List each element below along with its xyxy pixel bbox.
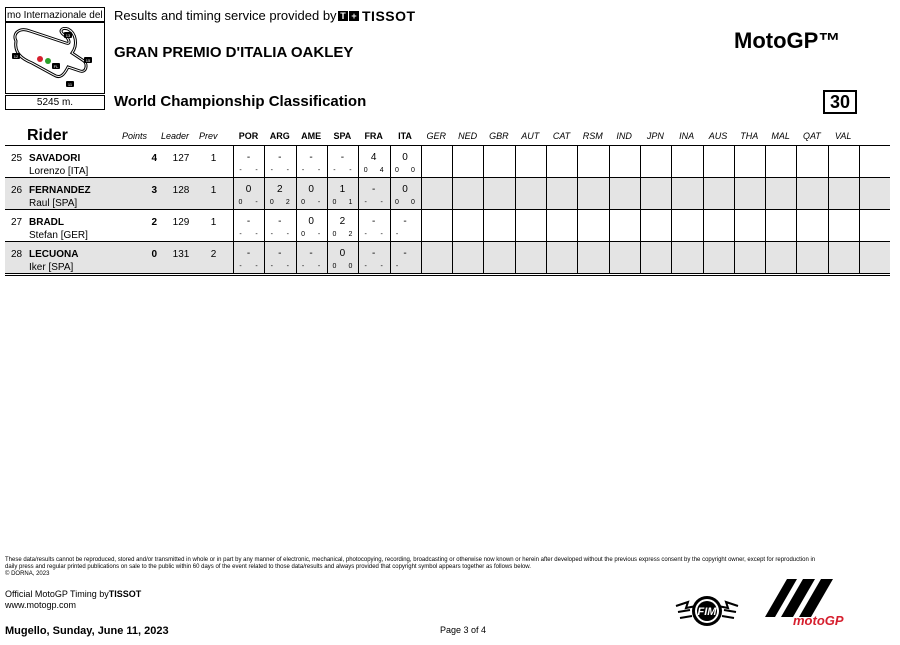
rider-surname: BRADL: [29, 217, 64, 228]
race-sprint-points: 0: [332, 231, 337, 238]
column-rule: [358, 145, 359, 274]
rider-position: 27: [11, 217, 23, 228]
race-column-header: QAT: [802, 131, 821, 141]
column-rule: [796, 145, 797, 274]
map-label: 15: [85, 58, 91, 63]
race-column-header: RSM: [582, 131, 603, 141]
gap-to-leader: 129: [172, 217, 190, 228]
race-sprint-points: 0: [395, 199, 399, 206]
race-points: -: [340, 152, 345, 163]
document-title: World Championship Classification: [114, 93, 367, 110]
map-label: 13: [65, 33, 71, 38]
tissot-t-icon: T: [338, 11, 348, 21]
race-points: 1: [339, 184, 346, 195]
race-sprint-points: 0: [332, 263, 337, 270]
race-main-points: -: [286, 231, 289, 238]
fim-text: FIM: [697, 606, 717, 618]
table-row: [5, 242, 890, 273]
race-points: 2: [277, 184, 283, 195]
column-rule: [233, 145, 234, 274]
race-points: -: [278, 152, 282, 163]
race-points: 0: [308, 216, 314, 227]
race-column-header: NED: [458, 131, 478, 141]
race-points: -: [309, 248, 313, 259]
race-column-header: SPA: [333, 131, 352, 141]
gap-to-previous: 1: [210, 185, 217, 196]
race-main-points: -: [317, 167, 321, 174]
column-rule: [515, 145, 516, 274]
rider-points: 4: [151, 153, 157, 164]
race-points: -: [246, 216, 251, 227]
timing-line: Official MotoGP Timing by: [5, 589, 109, 599]
rider-points: 3: [151, 185, 157, 196]
column-rule: [703, 145, 704, 274]
column-rule: [327, 145, 328, 274]
race-column-header: GER: [426, 131, 447, 141]
copyright-line: © DORNA, 2023: [5, 571, 50, 577]
race-sprint-points: -: [395, 263, 399, 270]
column-rule: [264, 145, 265, 274]
circuit-name: mo Internazionale del: [5, 7, 105, 22]
rider-surname: FERNANDEZ: [29, 185, 91, 196]
race-sprint-points: 0: [395, 167, 399, 174]
race-sprint-points: -: [301, 167, 305, 174]
race-main-points: 2: [348, 231, 353, 238]
official-timing: [5, 589, 141, 611]
race-main-points: 0: [411, 199, 415, 206]
race-main-points: -: [317, 231, 321, 238]
tissot-wordmark: TISSOT: [362, 8, 416, 24]
race-main-points: -: [255, 231, 258, 238]
race-main-points: -: [380, 263, 383, 270]
race-points: -: [403, 216, 407, 227]
race-points: 0: [245, 184, 252, 195]
column-rule: [296, 145, 297, 274]
column-rule: [671, 145, 672, 274]
column-rule: [390, 145, 391, 274]
round-number: 30: [823, 90, 857, 114]
race-column-header: JPN: [646, 131, 664, 141]
race-sprint-points: -: [239, 231, 242, 238]
race-main-points: -: [317, 263, 321, 270]
race-sprint-points: -: [270, 263, 273, 270]
rider-position: 26: [11, 185, 23, 196]
race-sprint-points: -: [364, 199, 367, 206]
map-label: 11: [67, 82, 73, 87]
track-map: [5, 22, 105, 94]
column-rule: [577, 145, 578, 274]
points-column-header: Points: [122, 131, 148, 141]
race-sprint-points: 0: [332, 199, 337, 206]
column-rule: [546, 145, 547, 274]
column-rule: [828, 145, 829, 274]
motogp-logo-text: motoGP: [793, 613, 844, 628]
race-sprint-points: -: [333, 167, 336, 174]
race-column-header: THA: [740, 131, 759, 141]
rider-firstname: Iker [SPA]: [29, 262, 74, 273]
column-rule: [483, 145, 484, 274]
race-column-header: IND: [616, 131, 632, 141]
race-sprint-points: -: [239, 167, 242, 174]
rider-firstname: Stefan [GER]: [29, 230, 88, 241]
column-rule: [765, 145, 766, 274]
race-main-points: -: [255, 263, 258, 270]
race-main-points: -: [380, 231, 383, 238]
rider-surname: SAVADORI: [29, 153, 81, 164]
race-points: 4: [370, 152, 377, 163]
copyright-disclaimer: [5, 557, 825, 578]
row-rule: [5, 273, 890, 274]
race-points: -: [403, 248, 407, 259]
rider-surname: LECUONA: [29, 249, 79, 260]
race-column-header: CAT: [552, 131, 571, 141]
race-main-points: 1: [348, 199, 353, 206]
race-main-points: 0: [411, 167, 415, 174]
race-column-header: ARG: [269, 131, 290, 141]
race-column-header: INA: [679, 131, 695, 141]
race-sprint-points: -: [395, 231, 399, 238]
race-column-header: ITA: [398, 131, 412, 141]
table-row: [5, 178, 890, 209]
race-main-points: -: [317, 199, 321, 206]
race-column-header: AUS: [708, 131, 728, 141]
map-label: FL: [53, 64, 59, 69]
column-rule: [421, 145, 422, 274]
gap-to-leader: 131: [172, 249, 190, 260]
map-label: 12: [13, 54, 19, 59]
venue-date: Mugello, Sunday, June 11, 2023: [5, 625, 169, 637]
race-sprint-points: 0: [363, 167, 368, 174]
race-main-points: 0: [348, 263, 353, 270]
rider-firstname: Lorenzo [ITA]: [29, 166, 89, 177]
race-points: 0: [308, 184, 314, 195]
race-column-header: GBR: [489, 131, 509, 141]
gap-to-previous: 1: [210, 153, 217, 164]
rider-position: 25: [11, 153, 23, 164]
race-points: 0: [339, 248, 346, 259]
race-points: -: [278, 216, 282, 227]
rider-firstname: Raul [SPA]: [29, 198, 78, 209]
race-main-points: -: [380, 199, 383, 206]
race-points: -: [309, 152, 313, 163]
timing-brand: TISSOT: [108, 589, 142, 599]
race-sprint-points: -: [301, 263, 305, 270]
race-column-header: AUT: [521, 131, 540, 141]
event-title: GRAN PREMIO D'ITALIA OAKLEY: [114, 44, 354, 61]
column-rule: [609, 145, 610, 274]
track-map-drawing: [6, 23, 104, 93]
race-sprint-points: 0: [238, 199, 243, 206]
race-sprint-points: -: [364, 263, 367, 270]
table-bottom-rule: [5, 275, 890, 276]
race-sprint-points: -: [239, 263, 242, 270]
race-points: 0: [402, 152, 408, 163]
prev-column-header: Prev: [199, 131, 218, 141]
race-points: 0: [402, 184, 408, 195]
column-rule: [640, 145, 641, 274]
race-main-points: -: [286, 167, 289, 174]
race-column-header: MAL: [771, 131, 790, 141]
page-number: Page 3 of 4: [440, 625, 487, 635]
column-rule: [734, 145, 735, 274]
rider-points: 2: [151, 217, 157, 228]
race-points: -: [372, 184, 376, 195]
race-sprint-points: -: [270, 167, 273, 174]
rider-points: 0: [151, 249, 157, 260]
race-sprint-points: 0: [301, 231, 306, 238]
race-main-points: -: [255, 199, 258, 206]
fim-logo: [674, 592, 740, 630]
race-sprint-points: -: [364, 231, 367, 238]
motogp-brand: MotoGP™: [734, 28, 841, 53]
race-sprint-points: 0: [269, 199, 274, 206]
race-main-points: -: [349, 167, 352, 174]
table-row: [5, 210, 890, 241]
race-points: -: [372, 216, 376, 227]
gap-to-leader: 128: [172, 185, 190, 196]
race-points: -: [372, 248, 376, 259]
race-column-header: FRA: [364, 131, 383, 141]
column-rule: [859, 145, 860, 274]
tissot-logo: [338, 9, 416, 23]
race-column-header: VAL: [834, 131, 852, 141]
track-length: 5245 m.: [5, 95, 105, 110]
race-sprint-points: -: [270, 231, 273, 238]
column-rule: [452, 145, 453, 274]
table-row: [5, 146, 890, 177]
race-points: -: [278, 248, 282, 259]
rider-position: 28: [11, 249, 23, 260]
disclaimer-text: These data/results cannot be reproduced, stored and/or transmitted in whole or in part by any manner of electronic, mechanical, photocopying, recording, broadcasting or otherwise now known or herein after developed without the previous express consent by the copyright owner, except for reproduction in daily press and regular printed publications on sale to the public within 60 days of the event related to those data/results and always provided that copyright symbol appears together as follows below.: [5, 557, 816, 570]
classification-table: [5, 127, 890, 277]
gap-to-previous: 2: [210, 249, 217, 260]
race-points: -: [246, 248, 251, 259]
race-main-points: 4: [379, 167, 384, 174]
race-column-header: POR: [238, 131, 259, 141]
race-points: -: [246, 152, 251, 163]
race-main-points: -: [286, 263, 289, 270]
race-main-points: 2: [285, 199, 290, 206]
motogp-logo: [757, 577, 857, 632]
race-main-points: -: [255, 167, 258, 174]
gap-to-leader: 127: [172, 153, 190, 164]
gap-to-previous: 1: [210, 217, 217, 228]
race-sprint-points: 0: [301, 199, 306, 206]
race-points: 2: [339, 216, 346, 227]
website: www.motogp.com: [5, 600, 77, 610]
rider-column-header: Rider: [27, 127, 68, 144]
swiss-cross-icon: +: [349, 11, 359, 21]
provided-by-text: Results and timing service provided by: [114, 8, 337, 23]
race-column-header: AME: [301, 131, 322, 141]
leader-column-header: Leader: [161, 131, 190, 141]
